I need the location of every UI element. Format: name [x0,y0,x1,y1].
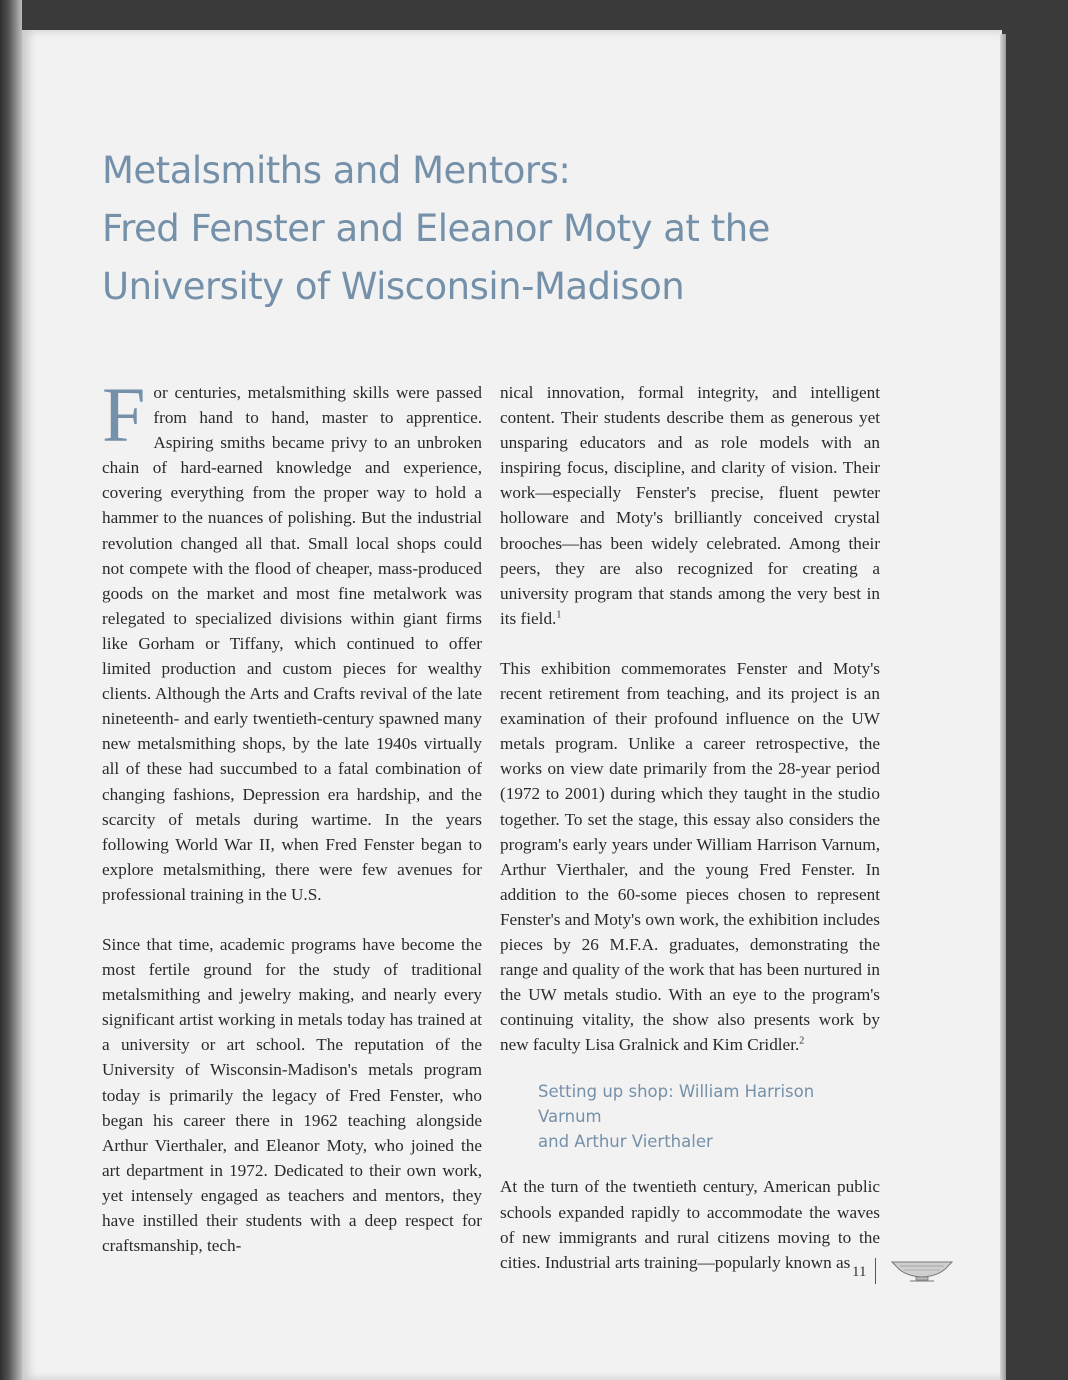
left-paragraph-1 [102,371,482,907]
right-paragraph-2-text: This exhibition commemorates Fenster and Moty's recent retirement from teaching, and its project is an examination of their profound influence on the UW metals program. Unlike a career retrospective, the works on view date primarily from the 28-year period (1972 to 2001) during which they taught in the studio together. To set the stage, this essay also considers the program's early years under William Harrison Varnum, Arthur Vierthaler, and the young Fred Fenster. In addition to the 60-some pieces chosen to represent Fenster's and Moty's own work, the exhibition includes pieces by 26 M.F.A. graduates, demonstrating the range and quality of the work that has been nurtured in the UW metals studio. With an eye to the program's continuing vitality, the show also presents work by new faculty Lisa Gralnick and Kim Cridler. [500,658,880,1055]
title-line-3: University of Wisconsin-Madison [102,265,685,308]
drop-cap: F [102,371,146,458]
book-page [22,30,1002,1380]
left-column [102,371,482,1258]
subheading-line-1: Setting up shop: William Harrison Varnum [538,1082,815,1127]
right-paragraph-3: At the turn of the twentieth century, American public schools expanded rapidly to accommodate the waves of new immigrants and rural citizens moving to the cities. Industrial arts training—popularly known as [500,1177,880,1272]
footnote-ref-2[interactable]: 2 [799,1035,805,1047]
right-paragraph-2 [500,656,880,1058]
title-line-1: Metalsmiths and Mentors: [102,149,571,192]
bowl-icon [890,1258,954,1284]
folio-divider [875,1258,876,1284]
left-paragraph-1-text: or centuries, metalsmithing skills were passed from hand to hand, master to apprentice. Aspiring smiths became privy to an unbroken chain of hard-earned knowledge and experience, covering everything from the proper way to hold a hammer to the nuances of polishing. But the industrial revolution changed all that. Small local shops could not compete with the flood of cheaper, mass-produced goods on the market and most fine metalwork was relegated to specialized divisions within giant firms like Gorham or Tiffany, which continued to offer limited production and custom pieces for wealthy clients. Although the Arts and Crafts revival of the late nineteenth- and early twentieth-century spawned many new metalsmithing shops, by the late 1940s virtually all of these had succumbed to a fatal combination of changing fashions, Depression era hardship, and the scarcity of metals during wartime. In the years following World War II, when Fred Fenster began to explore metalsmithing, there were few avenues for professional training in the U.S. [102,383,482,904]
article-title [102,142,802,316]
footnote-ref-1[interactable]: 1 [556,609,562,621]
page-number: 11 [852,1264,867,1280]
title-line-2: Fred Fenster and Eleanor Moty at the [102,207,770,250]
book-spine-shadow [0,0,22,1380]
left-paragraph-2: Since that time, academic programs have become the most fertile ground for the study of traditional metalsmithing and jewelry making, and nearly every significant artist working in metals today has trained at a university or art school. The reputation of the University of Wisconsin-Madison's metals program today is primarily the legacy of Fred Fenster, who began his career there in 1962 teaching alongside Arthur Vierthaler, and Eleanor Moty, who joined the art department in 1972. Dedicated to their own work, yet intensely engaged as teachers and mentors, they have instilled their students with a deep respect for craftsmanship, tech- [102,934,482,1256]
right-column [500,380,880,1275]
subheading-line-2: and Arthur Vierthaler [538,1132,713,1152]
right-paragraph-1 [500,380,880,631]
right-paragraph-1-text: nical innovation, formal integrity, and intelligent content. Their students describe them as generous yet unsparing educators and as role models with an inspiring focus, discipline, and clarity of vision. Their work—especially Fenster's precise, fluent pewter holloware and Moty's brilliantly conceived crystal brooches—has been widely celebrated. Among their peers, they are also recognized for creating a university program that stands among the very best in its field. [500,383,880,628]
page-edge [1000,34,1006,1380]
section-subheading [538,1079,880,1154]
